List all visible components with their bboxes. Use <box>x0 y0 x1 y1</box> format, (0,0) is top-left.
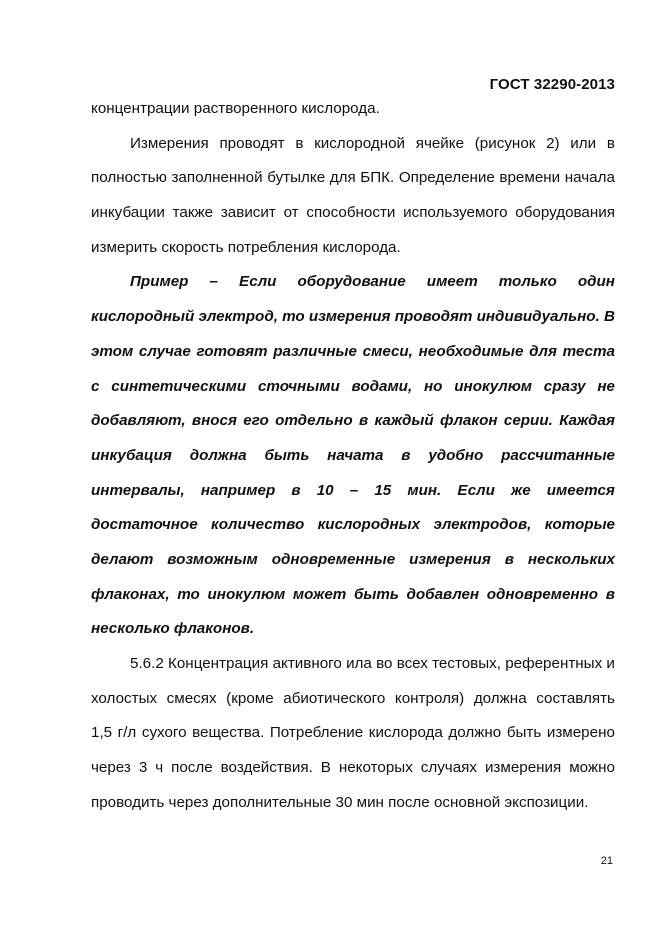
word: ч <box>155 759 164 777</box>
word: инокулюм <box>207 585 286 603</box>
section-5-6-2-line-2 <box>91 682 615 717</box>
word: (рисунок <box>474 134 536 152</box>
example-line-11: несколько флаконов. <box>91 620 255 638</box>
word: В <box>603 308 615 326</box>
word: необходимые <box>418 342 524 360</box>
word: тестовых, <box>432 655 501 672</box>
word: кислородной <box>314 134 406 152</box>
word: мин. <box>407 481 442 499</box>
word: абиотического <box>283 689 386 707</box>
word: 10 <box>316 481 334 499</box>
word: смесях <box>166 689 217 707</box>
word: отдельно <box>275 412 353 430</box>
word: кислородный <box>91 308 195 326</box>
word: же <box>511 481 531 499</box>
measurement-paragraph-line-2 <box>91 161 615 196</box>
word: имеется <box>546 481 615 499</box>
word: достаточное <box>91 516 198 534</box>
word: В <box>320 759 331 777</box>
word: проводят <box>394 308 473 326</box>
word: должна <box>189 446 247 464</box>
word: в <box>295 134 304 152</box>
word: сточными <box>257 377 340 395</box>
section-5-6-2-line-3 <box>91 716 615 751</box>
word: электрод, <box>198 308 278 326</box>
word: может <box>292 585 347 603</box>
section-5-6-2-line-1 <box>91 647 615 682</box>
word: добавлен <box>406 585 480 603</box>
word: активного <box>272 655 342 672</box>
word: внося <box>191 412 237 430</box>
measurement-paragraph-line-4: измерить скорость потребления кислорода. <box>91 238 401 256</box>
word: 15 <box>374 481 392 499</box>
word: инкубация <box>91 446 172 464</box>
section-5-6-2-line-4 <box>91 751 615 786</box>
word: для <box>529 342 557 360</box>
word: проводят <box>219 134 285 152</box>
word: не <box>597 377 615 395</box>
word: от <box>283 204 299 222</box>
word: одновременно <box>486 585 599 603</box>
word: ила <box>346 655 372 672</box>
word: синтетическими <box>111 377 247 395</box>
section-5-6-2-line-5: проводить через дополнительные 30 мин после основной экспозиции. <box>91 793 589 811</box>
word: один <box>577 273 615 291</box>
word: всех <box>396 655 428 672</box>
word: имеет <box>426 273 478 291</box>
word: для <box>329 169 356 187</box>
word: сухого <box>141 724 187 742</box>
example-line-3 <box>91 335 615 370</box>
word: серии. <box>503 412 553 430</box>
word: после <box>171 759 213 777</box>
word: и <box>606 655 615 672</box>
word: случаях <box>420 759 477 777</box>
word: измерения <box>409 550 491 568</box>
document-code-header: ГОСТ 32290-2013 <box>489 76 615 93</box>
word: 5.6.2 <box>130 655 164 672</box>
word: 2) <box>546 134 560 152</box>
word: электродов, <box>433 516 532 534</box>
word: рассчитанные <box>501 446 615 464</box>
word: инокулюм <box>454 377 532 395</box>
example-line-9 <box>91 543 615 578</box>
word: измерено <box>546 724 615 742</box>
word: также <box>172 204 214 222</box>
word: его <box>243 412 269 430</box>
word: в <box>504 550 514 568</box>
word: различные <box>273 342 357 360</box>
word: 1,5 <box>91 724 113 742</box>
word: Если <box>457 481 495 499</box>
word: можно <box>569 759 615 777</box>
word: холостых <box>91 689 158 707</box>
word: делают <box>91 550 154 568</box>
example-line-6 <box>91 439 615 474</box>
word: готовят <box>196 342 268 360</box>
word: которые <box>544 516 615 534</box>
word: Концентрация <box>168 655 269 672</box>
word: смеси, <box>362 342 413 360</box>
word: – <box>209 273 218 291</box>
word: быть <box>506 724 542 742</box>
word: флакон <box>440 412 498 430</box>
word: Каждая <box>559 412 615 430</box>
word: быть <box>353 585 399 603</box>
word: кислородных <box>317 516 421 534</box>
word: зависит <box>220 204 276 222</box>
example-line-10 <box>91 578 615 613</box>
word: начала <box>564 169 615 187</box>
word: начата <box>327 446 384 464</box>
word: бутылке <box>267 169 326 187</box>
word: то <box>282 308 305 326</box>
word: измерения <box>484 759 562 777</box>
word: каждый <box>374 412 434 430</box>
word: индивидуально. <box>476 308 600 326</box>
word: Пример <box>130 273 189 291</box>
example-line-4 <box>91 370 615 405</box>
measurement-paragraph-line-3 <box>91 196 615 231</box>
word: измерения <box>308 308 391 326</box>
word: некоторых <box>338 759 413 777</box>
word: времени <box>499 169 561 187</box>
word: флаконах, <box>91 585 170 603</box>
word: заполненной <box>171 169 263 187</box>
word: должна <box>473 689 527 707</box>
word: воздействия. <box>220 759 313 777</box>
example-line-1 <box>91 265 615 300</box>
word: оборудования <box>515 204 615 222</box>
word: референтных <box>505 655 603 672</box>
word: возможным <box>167 550 258 568</box>
word: количество <box>211 516 305 534</box>
word: водами, <box>351 377 413 395</box>
example-line-8 <box>91 508 615 543</box>
word: – <box>349 481 359 499</box>
word: в <box>291 481 301 499</box>
word: только <box>498 273 557 291</box>
word: сразу <box>543 377 586 395</box>
word: то <box>177 585 200 603</box>
word: (кроме <box>226 689 274 707</box>
word: кислорода <box>368 724 443 742</box>
word: Определение <box>398 169 495 187</box>
word: вещества. <box>192 724 265 742</box>
word: этом <box>91 342 134 360</box>
word: в <box>358 412 369 430</box>
word: способности <box>306 204 396 222</box>
word: добавляют, <box>91 412 186 430</box>
word: быть <box>264 446 310 464</box>
word: например <box>200 481 276 499</box>
example-line-2 <box>91 300 615 335</box>
word: БПК. <box>360 169 395 187</box>
page-body <box>91 92 615 820</box>
page-number: 21 <box>600 855 613 867</box>
word: случае <box>138 342 191 360</box>
word: в <box>605 585 615 603</box>
word: Потребление <box>269 724 364 742</box>
word: составлять <box>536 689 615 707</box>
word: интервалы, <box>91 481 185 499</box>
word: нескольких <box>527 550 615 568</box>
word: Измерения <box>130 134 209 152</box>
example-line-7 <box>91 474 615 509</box>
word: теста <box>562 342 615 360</box>
word: инкубации <box>91 204 165 222</box>
word: Если <box>238 273 277 291</box>
word: в <box>606 134 615 152</box>
word: 3 <box>138 759 148 777</box>
word: контроля) <box>394 689 465 707</box>
word: ячейке <box>415 134 465 152</box>
word: удобно <box>428 446 484 464</box>
word: используемого <box>403 204 508 222</box>
word: или <box>570 134 597 152</box>
word: во <box>376 655 393 672</box>
word: с <box>91 377 100 395</box>
paragraph-continuation-line: концентрации растворенного кислорода. <box>91 100 380 117</box>
word: полностью <box>91 169 167 187</box>
measurement-paragraph-line-1 <box>91 127 615 162</box>
word: но <box>423 377 443 395</box>
word: в <box>401 446 411 464</box>
word: г/л <box>117 724 137 742</box>
word: одновременные <box>271 550 396 568</box>
example-line-5 <box>91 404 615 439</box>
word: через <box>91 759 131 777</box>
word: оборудование <box>297 273 406 291</box>
word: должно <box>448 724 502 742</box>
